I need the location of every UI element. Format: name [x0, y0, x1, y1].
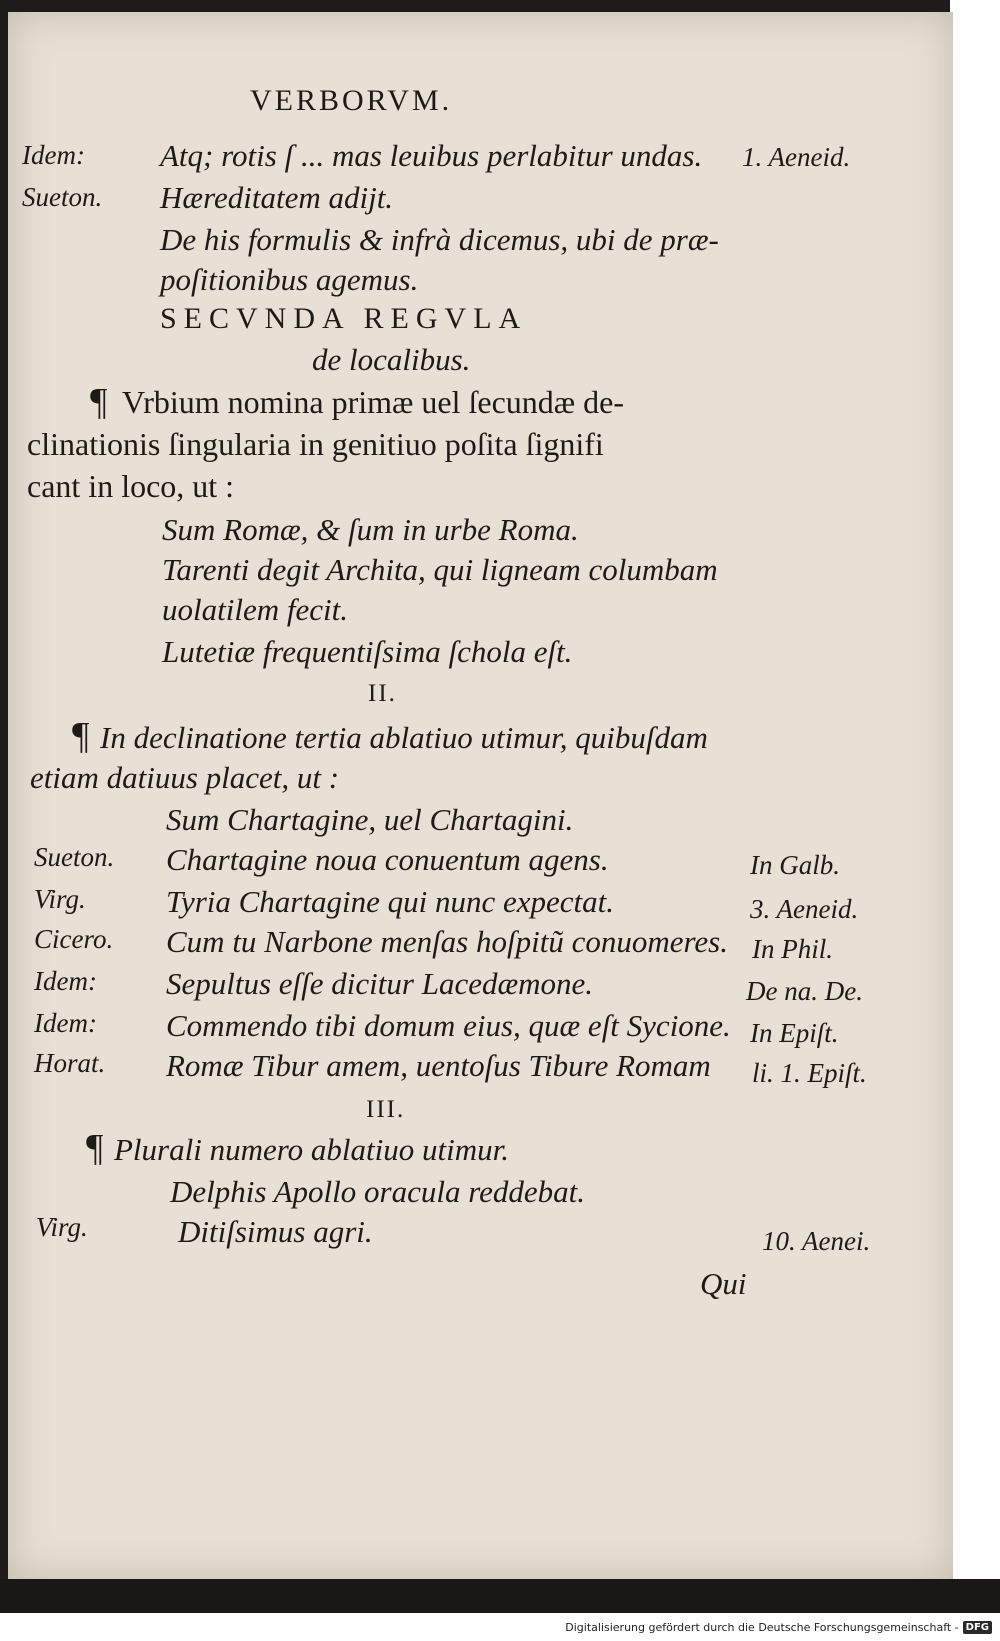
footer-bar [0, 1613, 1000, 1641]
footer-credit: Digitalisierung gefördert durch die Deutsche Forschungsgemeinschaft - [565, 1620, 959, 1634]
example-line: Chartagine noua conuentum agens. [166, 842, 609, 877]
running-header: VERBORVM. [250, 84, 453, 117]
example-line: Sum Chartagine, uel Chartagini. [166, 802, 574, 837]
rule-heading: SECVNDA REGVLA [160, 302, 528, 335]
margin-note: Sueton. [34, 842, 115, 872]
margin-reference: 3. Aeneid. [750, 894, 859, 924]
section-number: III. [366, 1096, 406, 1123]
section-number: II. [368, 680, 397, 707]
example-line: Tyria Chartagine qui nunc expectat. [166, 884, 614, 919]
scan-background [950, 0, 1000, 1641]
margin-note: Virg. [34, 884, 86, 914]
margin-reference: In Phil. [752, 934, 833, 964]
text-line: Hæreditatem adijt. [160, 180, 394, 215]
rule-subheading: de localibus. [312, 342, 471, 377]
margin-reference: In Epiſt. [750, 1018, 839, 1048]
text-line: Plurali numero ablatiuo utimur. [114, 1132, 509, 1167]
text-line: De his formulis & infrà dicemus, ubi de præ- [160, 222, 719, 257]
dfg-logo: DFG [963, 1621, 992, 1634]
example-line: Sum Romæ, & ſum in urbe Roma. [162, 512, 579, 547]
text-line: cant in loco, ut : [27, 468, 235, 504]
margin-note: Sueton. [22, 182, 103, 212]
text-line: Vrbium nomina primæ uel ſecundæ de- [122, 384, 624, 420]
catchword: Qui [700, 1266, 747, 1301]
text-line: Atq; rotis ſ ... mas leuibus perlabitur undas. [160, 138, 703, 173]
example-line: Sepultus eſſe dicitur Lacedæmone. [166, 966, 594, 1001]
margin-note: Idem: [34, 1008, 97, 1038]
text-line: poſitionibus agemus. [160, 262, 419, 297]
margin-note: Idem: [34, 966, 97, 996]
margin-reference: 10. Aenei. [762, 1226, 871, 1256]
margin-note: Cicero. [34, 924, 114, 954]
example-line: Cum tu Narbone menſas hoſpitũ conuomeres. [166, 924, 728, 959]
example-line: Tarenti degit Archita, qui ligneam columbam [162, 552, 718, 587]
pilcrow-mark: ¶ [84, 1127, 104, 1169]
example-line: Lutetiæ frequentiſsima ſchola eſt. [162, 634, 573, 669]
margin-reference: 1. Aeneid. [742, 142, 851, 172]
text-line: clinationis ſingularia in genitiuo poſita ſignifi [27, 426, 604, 462]
pilcrow-mark: ¶ [88, 381, 108, 423]
pilcrow-mark: ¶ [70, 715, 90, 757]
example-line: uolatilem fecit. [162, 592, 348, 627]
example-line: Ditiſsimus agri. [178, 1214, 373, 1249]
text-line: In declinatione tertia ablatiuo utimur, quibuſdam [100, 720, 708, 755]
example-line: Commendo tibi domum eius, quæ eſt Sycione. [166, 1008, 731, 1043]
margin-note: Idem: [22, 140, 85, 170]
example-line: Romæ Tibur amem, uentoſus Tibure Romam [166, 1048, 711, 1083]
text-line: etiam datiuus placet, ut : [30, 760, 340, 795]
margin-reference: De na. De. [746, 976, 863, 1006]
example-line: Delphis Apollo oracula reddebat. [170, 1174, 586, 1209]
margin-note: Virg. [36, 1212, 88, 1242]
margin-note: Horat. [34, 1048, 106, 1078]
margin-reference: In Galb. [750, 850, 840, 880]
margin-reference: li. 1. Epiſt. [752, 1058, 867, 1088]
scan-edge [0, 1579, 1000, 1613]
